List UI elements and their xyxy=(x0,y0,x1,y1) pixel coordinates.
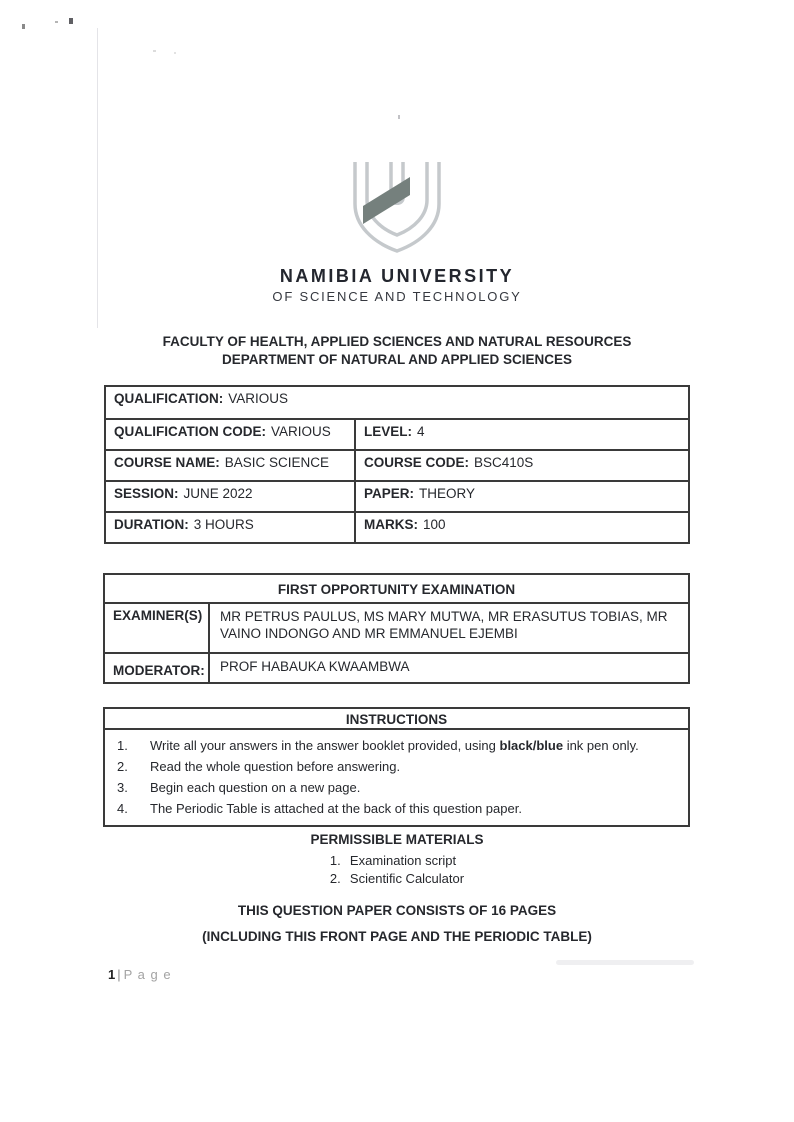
footer-word: P a g e xyxy=(123,967,172,982)
qualification-table xyxy=(104,385,690,544)
cell-value: BSC410S xyxy=(474,455,534,470)
moderator-value: PROF HABAUKA KWAAMBWA xyxy=(220,659,410,674)
cell-label: LEVEL: xyxy=(364,424,413,439)
list-item xyxy=(117,798,678,819)
nust-logo xyxy=(347,158,447,258)
cell-label: SESSION: xyxy=(114,486,179,501)
examination-table xyxy=(103,573,690,684)
moderator-label: MODERATOR: xyxy=(105,654,210,682)
permissible-materials xyxy=(0,832,794,888)
table-row xyxy=(106,418,688,449)
cell-label: PAPER: xyxy=(364,486,415,501)
cell-label: QUALIFICATION CODE: xyxy=(114,424,266,439)
table-row xyxy=(106,449,688,480)
item-number: 1. xyxy=(117,738,128,753)
table-row xyxy=(106,387,688,418)
page-count-note: THIS QUESTION PAPER CONSISTS OF 16 PAGES xyxy=(237,903,557,918)
course-name-cell xyxy=(106,451,354,480)
scan-speck xyxy=(69,18,73,24)
item-text: Examination script xyxy=(349,853,457,868)
cell-value: BASIC SCIENCE xyxy=(224,455,330,470)
item-text xyxy=(150,735,678,756)
scan-speck xyxy=(174,52,176,54)
permissible-list xyxy=(330,852,464,888)
scan-smudge xyxy=(556,960,694,965)
list-item xyxy=(117,756,678,777)
page-count-note-2: (INCLUDING THIS FRONT PAGE AND THE PERIODIC TABLE) xyxy=(202,929,592,944)
examiners-value: MR PETRUS PAULUS, MS MARY MUTWA, MR ERASUTUS TOBIAS, MR VAINO INDONGO AND MR EMMANUEL EJEMBI xyxy=(220,609,668,641)
cell-value: 3 HOURS xyxy=(193,517,254,532)
paper-cell xyxy=(354,482,688,511)
scan-speck xyxy=(398,115,400,119)
item-text-pre: Begin each question on a new page. xyxy=(150,780,361,795)
list-item xyxy=(330,870,464,888)
item-text-pre: The Periodic Table is attached at the back of this question paper. xyxy=(150,801,522,816)
footer-separator: | xyxy=(117,967,121,982)
cell-label: MARKS: xyxy=(364,517,418,532)
list-item xyxy=(117,777,678,798)
item-text xyxy=(150,798,678,819)
item-text-pre: Read the whole question before answering. xyxy=(150,759,401,774)
list-item xyxy=(330,852,464,870)
instructions-title: INSTRUCTIONS xyxy=(105,709,688,730)
permissible-title: PERMISSIBLE MATERIALS xyxy=(310,832,484,847)
table-row xyxy=(105,604,688,652)
item-text-bold: black/blue xyxy=(499,738,564,753)
cell-label: QUALIFICATION: xyxy=(114,391,224,406)
department-heading: DEPARTMENT OF NATURAL AND APPLIED SCIENCES xyxy=(221,352,572,367)
cell-label: DURATION: xyxy=(114,517,189,532)
nust-shield-icon xyxy=(347,158,447,258)
exam-title: FIRST OPPORTUNITY EXAMINATION xyxy=(105,575,688,604)
item-text-pre: Write all your answers in the answer booklet provided, using xyxy=(150,738,500,753)
item-number: 2. xyxy=(117,759,128,774)
scan-speck xyxy=(22,24,25,29)
cell-value: VARIOUS xyxy=(271,424,331,439)
instructions-table xyxy=(103,707,690,827)
marks-cell xyxy=(354,513,688,542)
item-number: 2. xyxy=(329,871,341,886)
level-cell xyxy=(354,420,688,449)
university-subtitle: OF SCIENCE AND TECHNOLOGY xyxy=(272,289,522,304)
item-text xyxy=(150,777,678,798)
cell-value: 100 xyxy=(423,517,446,532)
item-number: 4. xyxy=(117,801,128,816)
item-number: 1. xyxy=(329,853,341,868)
list-item xyxy=(117,735,678,756)
scan-speck xyxy=(153,50,156,52)
cell-value: THEORY xyxy=(419,486,476,501)
table-row xyxy=(106,511,688,542)
cell-label: COURSE NAME: xyxy=(114,455,220,470)
item-text-post: ink pen only. xyxy=(563,738,639,753)
cell-value: 4 xyxy=(417,424,425,439)
examiners-label: EXAMINER(S) xyxy=(105,604,210,652)
course-code-cell xyxy=(354,451,688,480)
qualification-cell xyxy=(106,387,688,418)
cell-value: JUNE 2022 xyxy=(183,486,253,501)
page-number: 1 xyxy=(108,967,116,982)
table-row xyxy=(105,652,688,682)
session-cell xyxy=(106,482,354,511)
scan-speck xyxy=(55,21,58,23)
table-row xyxy=(106,480,688,511)
item-text xyxy=(150,756,678,777)
item-number: 3. xyxy=(117,780,128,795)
faculty-heading: FACULTY OF HEALTH, APPLIED SCIENCES AND NATURAL RESOURCES xyxy=(162,334,632,349)
page-footer xyxy=(108,967,172,982)
instructions-list xyxy=(105,730,688,825)
university-name: NAMIBIA UNIVERSITY xyxy=(279,266,515,286)
item-text: Scientific Calculator xyxy=(349,871,465,886)
qualification-code-cell xyxy=(106,420,354,449)
duration-cell xyxy=(106,513,354,542)
cell-value: VARIOUS xyxy=(228,391,288,406)
cell-label: COURSE CODE: xyxy=(364,455,470,470)
